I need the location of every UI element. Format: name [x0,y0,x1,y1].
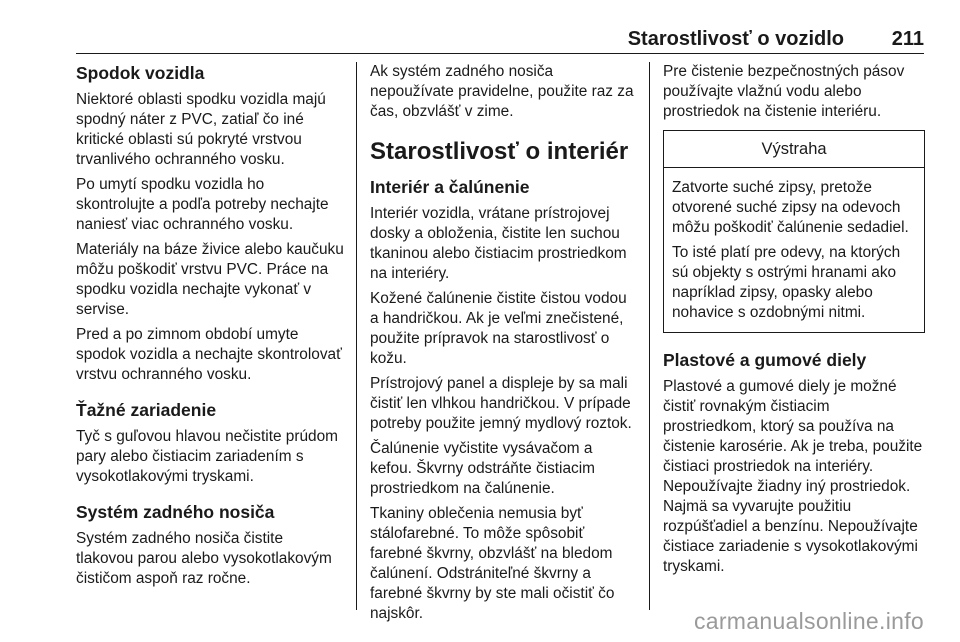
paragraph: Ak systém zadného nosiča nepoužívate pravidelne, použite raz za čas, obzvlášť v zime. [370,63,634,120]
header-rule [76,53,924,54]
paragraph: Zatvorte suché zipsy, pretože otvorené suché zipsy na odevoch môžu poškodiť čalúnenie sedadiel. [672,179,909,236]
paragraph: Interiér vozidla, vrátane prístrojovej dosky a obloženia, čistite len suchou tkaninou alebo čistiacim prostriedkom na interiéry. [370,205,627,282]
paragraph: Tkaniny oblečenia nemusia byť stálofarebné. To môže spôsobiť farebné škvrny, obzvlášť na bledom čalúnení. Odstrániteľné škvrny a farebné škvrny by ste mali očistiť čo najskôr. [370,505,615,622]
heading-plastic-rubber: Plastové a gumové diely [663,350,867,370]
watermark: carmanualsonline.info [693,608,924,634]
column-middle [370,62,638,629]
paragraph: Kožené čalúnenie čistite čistou vodou a handričkou. Ak je veľmi znečistené, použite prípravok na starostlivosť o kožu. [370,290,627,367]
warning-box [663,130,925,333]
heading-towbar: Ťažné zariadenie [76,400,217,420]
paragraph: To isté platí pre odevy, na ktorých sú objekty s ostrými hranami ako napríklad zipsy, opasky alebo nohavice s ozdobnými nitmi. [672,244,901,321]
heading-interior-care: Starostlivosť o interiér [370,138,629,165]
paragraph: Pred a po zimnom období umyte spodok vozidla a nechajte skontrolovať vrstvu ochranného vosku. [76,326,342,383]
page-number: 211 [891,28,924,50]
column-right [663,62,925,582]
paragraph: Niektoré oblasti spodku vozidla majú spodný náter z PVC, zatiaľ čo iné kritické oblasti sú pokryté vrstvou trvanlivého ochranného vosku. [76,91,326,168]
page-header [76,22,924,54]
paragraph: Pre čistenie bezpečnostných pásov používajte vlažnú vodu alebo prostriedok na čistenie interiéru. [663,63,905,120]
paragraph: Po umytí spodku vozidla ho skontrolujte a podľa potreby nechajte naniesť viac ochranného vosku. [76,176,329,233]
heading-interior-upholstery: Interiér a čalúnenie [370,177,530,197]
paragraph: Prístrojový panel a displeje by sa mali čistiť len vlhkou handričkou. V prípade potreby použite jemný mydlový roztok. [370,375,632,432]
warning-title: Výstraha [664,131,924,168]
paragraph: Materiály na báze živice alebo kaučuku môžu poškodiť vrstvu PVC. Práce na spodku vozidla nechajte vykonať v servise. [76,241,344,318]
paragraph: Čalúnenie vyčistite vysávačom a kefou. Škvrny odstráňte čistiacim prostriedkom na čalúnenie. [370,440,595,497]
heading-rear-carrier: Systém zadného nosiča [76,502,275,522]
paragraph: Plastové a gumové diely je možné čistiť rovnakým čistiacim prostriedkom, ktorý sa používa na čistenie karosérie. Ak je treba, použite čistiaci prostriedok na interiéry. Nepoužívajte žiadny iný prostriedok. Najmä sa vyvarujte použitiu rozpúšťadiel a benzínu. Nepoužívajte čistiace zariadenie s vysokotlakovými tryskami. [663,378,923,575]
column-divider [356,62,357,610]
column-divider [649,62,650,610]
header-title: Starostlivosť o vozidlo [627,28,844,50]
paragraph: Tyč s guľovou hlavou nečistite prúdom pary alebo čistiacim zariadením s vysokotlakovými tryskami. [76,428,338,485]
heading-underbody: Spodok vozidla [76,63,205,83]
warning-body [664,168,924,332]
paragraph: Systém zadného nosiča čistite tlakovou parou alebo vysokotlakovým čističom aspoň raz ročne. [76,530,332,587]
column-left [76,62,344,594]
